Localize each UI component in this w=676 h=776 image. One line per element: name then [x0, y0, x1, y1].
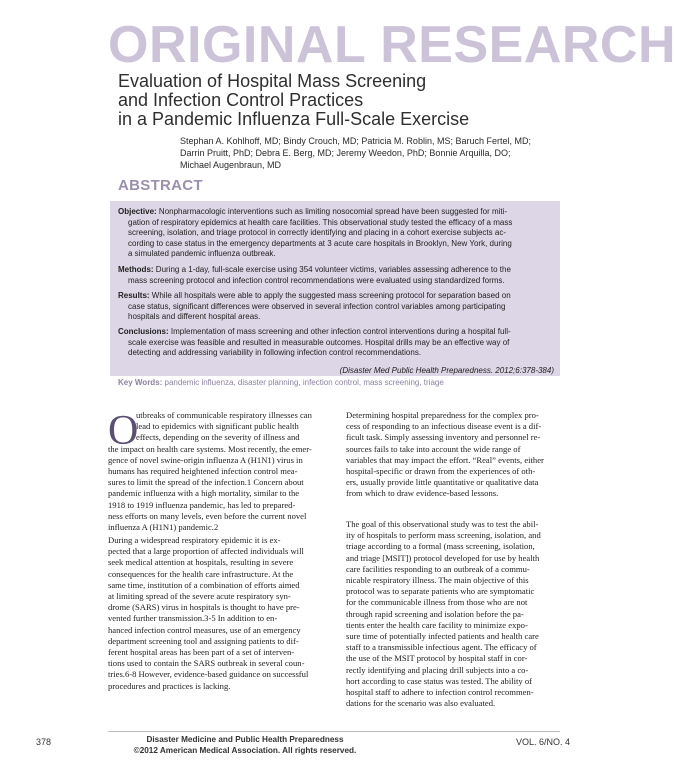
- footer-rule: [108, 731, 560, 732]
- author-line: Darrin Pruitt, PhD; Debra E. Berg, MD; Jeremy Weedon, PhD; Bonnie Arquilla, DO;: [180, 148, 511, 158]
- keywords-value: pandemic influenza, disaster planning, infection control, mass screening, triage: [162, 378, 444, 387]
- author-line: Stephan A. Kohlhoff, MD; Bindy Crouch, MD; Patricia M. Roblin, MS; Baruch Fertel, MD;: [180, 136, 531, 146]
- body-line: seek medical attention at hospitals, resulting in severe: [108, 557, 294, 568]
- title-line: and Infection Control Practices: [118, 90, 364, 110]
- body-line: variables that may impact the effort. “Real” events, either: [346, 454, 544, 465]
- body-line: ness efforts on many levels, even before the current novel: [108, 510, 307, 521]
- methods-label: Methods:: [118, 265, 154, 274]
- objective-label: Objective:: [118, 207, 157, 216]
- body-line: staff to a transmissible infectious agent. The efficacy of: [346, 642, 537, 653]
- objective-line: cording to case status in the emergency departments at 3 acute care hospitals in Brooklyn, New York, during: [128, 238, 512, 248]
- body-right-para-2: [346, 519, 560, 709]
- keywords: [118, 378, 444, 388]
- body-line: utbreaks of communicable respiratory illnesses can: [136, 410, 312, 420]
- body-line: department screening tool and assigning patients to dif-: [108, 635, 299, 646]
- section-label: ORIGINAL RESEARCH: [108, 16, 676, 74]
- results-line: case status, significant differences were observed in several infection control variables among participating: [128, 301, 506, 311]
- body-line: lead to epidemics with significant public health: [136, 421, 299, 432]
- body-line: rectly identifying and placing drill subjects into a co-: [346, 664, 529, 675]
- journal-footer: [100, 734, 390, 756]
- body-line: influenza A (H1N1) pandemic.2: [108, 522, 219, 533]
- body-line: protocol was to separate patients who are symptomatic: [346, 586, 535, 597]
- body-line: care facilities responding to an outbreak of a commu-: [346, 563, 530, 574]
- volume-issue: VOL. 6/NO. 4: [515, 737, 570, 747]
- body-line: drome (SARS) virus in hospitals is thought to have pre-: [108, 602, 300, 613]
- body-left-para-2: [108, 535, 322, 692]
- page-number: 378: [36, 737, 52, 747]
- body-line: triage according to a formal (mass screening, isolation,: [346, 541, 535, 552]
- body-line: from which to draw evidence-based lessons.: [346, 488, 499, 499]
- body-line: sources fails to take into account the wide range of: [346, 443, 521, 454]
- body-line: ity of hospitals to perform mass screening, isolation, and: [346, 530, 541, 541]
- body-line: the use of the MSIT protocol by hospital staff in cor-: [346, 653, 528, 664]
- body-line: consequences for the health care infrastructure. At the: [108, 568, 294, 579]
- body-line: through rapid screening and isolation before the pa-: [346, 608, 524, 619]
- body-line: hospital-specific or drawn from the experiences of oth-: [346, 466, 536, 477]
- methods-text: During a 1-day, full-scale exercise using 354 volunteer victims, variables assessing adherence to the: [153, 265, 511, 274]
- copyright: ©2012 American Medical Association. All rights reserved.: [133, 746, 357, 755]
- abstract-objective: [118, 207, 553, 260]
- body-left-para-1: [108, 444, 322, 534]
- abstract-conclusions: [118, 327, 553, 359]
- body-line: humans has required heightened infection control mea-: [108, 466, 298, 476]
- body-line: hospital staff to adhere to infection control recommen-: [346, 687, 534, 698]
- body-line: cess of responding to an infectious disease event is a dif-: [346, 421, 542, 432]
- body-line: same time, institution of a combination of efforts aimed: [108, 579, 300, 590]
- body-line: tients enter the health care facility to minimize expo-: [346, 619, 528, 630]
- objective-line: gation of respiratory epidemics at health care facilities. This observational study tested the efficacy of a mass: [128, 217, 513, 227]
- results-line: hospitals and different hospital areas.: [128, 312, 261, 321]
- body-line: During a widespread respiratory epidemic it is ex-: [108, 535, 281, 545]
- results-label: Results:: [118, 291, 150, 300]
- body-line: The goal of this observational study was to test the abil-: [346, 519, 539, 529]
- objective-line: screening, isolation, and triage protocol in correctly identifying and placing in a cohort exercise subjects ac-: [128, 228, 506, 237]
- keywords-label: Key Words:: [118, 378, 163, 387]
- body-line: Determining hospital preparedness for the complex pro-: [346, 410, 539, 420]
- body-line: sure time of potentially infected patients and health care: [346, 631, 539, 642]
- body-line: pected that a large proportion of affected individuals will: [108, 546, 304, 557]
- body-right-para-1: [346, 410, 560, 500]
- drop-cap: O: [108, 408, 139, 454]
- body-left-para-1-lead: [136, 410, 322, 444]
- body-line: and triage [MSIT]) protocol developed for use by health: [346, 552, 540, 563]
- article-title: [118, 72, 578, 129]
- conclusions-label: Conclusions:: [118, 327, 169, 336]
- objective-text: Nonpharmacologic interventions such as limiting nosocomial spread have been suggested for miti-: [156, 207, 508, 216]
- body-line: pandemic influenza with a high mortality, similar to the: [108, 488, 300, 499]
- conclusions-text: Implementation of mass screening and other infection control interventions during a hospital full-: [168, 327, 511, 336]
- body-line: ferent hospital areas has been part of a set of interven-: [108, 647, 295, 658]
- abstract-results: [118, 291, 553, 323]
- conclusions-line: detecting and addressing variability in following infection control recommendations.: [128, 348, 422, 357]
- objective-line: a simulated pandemic influenza outbreak.: [128, 249, 276, 258]
- body-line: gence of novel swine-origin influenza A (H1N1) virus in: [108, 454, 303, 465]
- abstract-methods: [118, 265, 553, 286]
- body-line: sures to limit the spread of the infection.1 Concern about: [108, 477, 304, 488]
- body-line: procedures and practices is lacking.: [108, 680, 231, 691]
- body-line: dations for the scenario was also evaluated.: [346, 698, 496, 709]
- body-line: nicable respiratory illness. The main objective of this: [346, 575, 529, 586]
- conclusions-line: scale exercise was feasible and resulted in measurable outcomes. Hospital drills may be an effective way of: [128, 337, 510, 347]
- abstract-citation: (Disaster Med Public Health Preparedness. 2012;6:378-384): [339, 366, 554, 375]
- body-line: ers, usually provide little quantitative or qualitative data: [346, 477, 539, 488]
- body-line: hort according to case status was tested. The ability of: [346, 675, 532, 686]
- body-line: 1918 to 1919 influenza pandemic, has led to prepared-: [108, 499, 296, 510]
- body-line: tries.6-8 However, evidence-based guidance on successful: [108, 669, 309, 680]
- methods-line: mass screening protocol and infection control recommendations were evaluated using standardized forms.: [128, 275, 505, 285]
- abstract-heading: ABSTRACT: [118, 177, 203, 194]
- body-line: ficult task. Simply assessing inventory and personnel re-: [346, 432, 541, 443]
- title-line: in a Pandemic Influenza Full-Scale Exercise: [118, 109, 470, 129]
- body-line: hanced infection control measures, use of an emergency: [108, 624, 301, 635]
- author-line: Michael Augenbraun, MD: [180, 160, 282, 170]
- body-line: effects, depending on the severity of illness and: [136, 432, 300, 443]
- journal-name: Disaster Medicine and Public Health Preparedness: [146, 735, 344, 744]
- body-line: vented further transmission.3-5 In addition to en-: [108, 613, 278, 624]
- author-list: [180, 135, 580, 171]
- title-line: Evaluation of Hospital Mass Screening: [118, 71, 427, 91]
- body-line: tions used to contain the SARS outbreak in several coun-: [108, 658, 305, 669]
- results-text: While all hospitals were able to apply the suggested mass screening protocol for separation based on: [149, 291, 511, 300]
- body-line: for the communicable illness from those who are not: [346, 597, 528, 608]
- body-line: at limiting spread of the severe acute respiratory syn-: [108, 591, 291, 602]
- body-line: the impact on health care systems. Most recently, the emer-: [108, 443, 312, 454]
